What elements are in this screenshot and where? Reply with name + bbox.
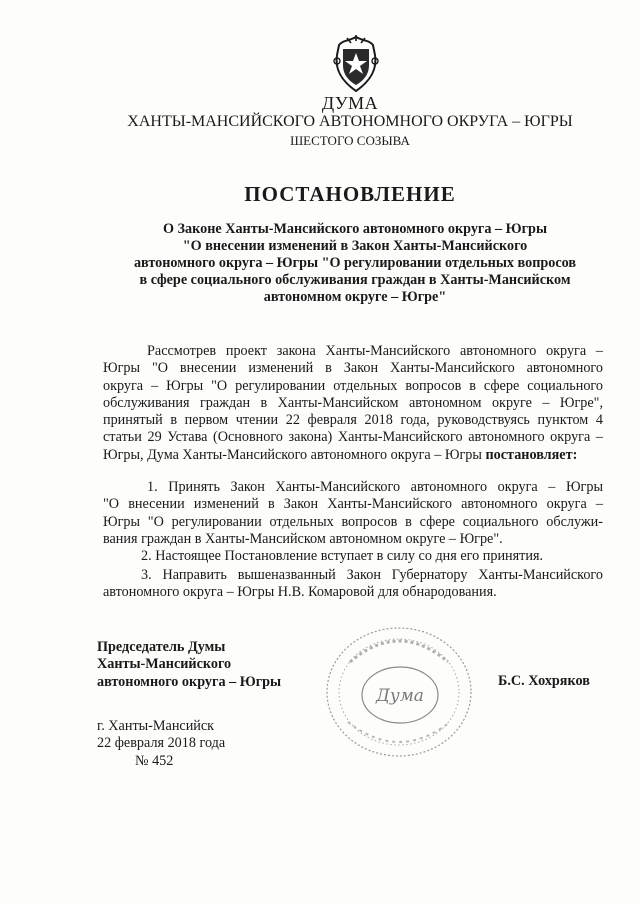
subject-line: "О внесении изменений в Закон Ханты-Мансийского bbox=[182, 238, 528, 254]
resolves-keyword: постановляет: bbox=[485, 446, 578, 463]
intro-line: округа – Югры "О регулировании отдельных вопросов в сфере социального bbox=[103, 377, 603, 394]
signatory-name: Б.С. Хохряков bbox=[498, 673, 590, 689]
place-date-block bbox=[97, 718, 225, 770]
subject-line: в сфере социального обслуживания граждан в Ханты-Мансийском bbox=[139, 272, 571, 288]
document-subject bbox=[110, 221, 600, 306]
subject-line: автономном округе – Югре" bbox=[263, 289, 447, 305]
convocation-label: ШЕСТОГО СОЗЫВА bbox=[290, 133, 410, 148]
item-2-paragraph bbox=[103, 548, 603, 565]
item-3-line: 3. Направить вышеназванный Закон Губернатору Ханты-Мансийского bbox=[141, 567, 603, 583]
coat-of-arms-icon bbox=[329, 35, 383, 93]
intro-line: статьи 29 Устава (Основного закона) Ханты-Мансийского автономного округа – bbox=[103, 429, 603, 446]
intro-paragraph bbox=[103, 343, 603, 464]
date: 22 февраля 2018 года bbox=[97, 735, 226, 752]
subject-line: автономного округа – Югры "О регулировании отдельных вопросов bbox=[133, 255, 577, 271]
item-1-line: Югры "О регулировании отдельных вопросов в сфере социального обслужи- bbox=[103, 513, 603, 530]
item-1-line: "О внесении изменений в Закон Ханты-Мансийского автономного округа – bbox=[103, 496, 603, 513]
intro-line: Рассмотрев проект закона Ханты-Мансийского автономного округа – bbox=[147, 343, 603, 359]
item-2-line: 2. Настоящее Постановление вступает в силу со дня его принятия. bbox=[141, 548, 544, 564]
intro-line: принятый в первом чтении 22 февраля 2018 года, руководствуясь пунктом 4 bbox=[103, 412, 603, 429]
stamp-text: Дума bbox=[376, 686, 424, 706]
region-name: ХАНТЫ-МАНСИЙСКОГО АВТОНОМНОГО ОКРУГА – ЮГРЫ bbox=[127, 113, 573, 130]
intro-line: обслуживания граждан в Ханты-Мансийском автономном округе – Югре", bbox=[103, 394, 603, 411]
signatory-title-line: Председатель Думы bbox=[97, 639, 226, 655]
official-stamp bbox=[320, 622, 478, 762]
subject-line: О Законе Ханты-Мансийского автономного округа – Югры bbox=[162, 221, 548, 237]
signatory-title-line: автономного округа – Югры bbox=[97, 673, 282, 690]
signatory-title bbox=[97, 639, 281, 691]
item-1-paragraph bbox=[103, 479, 603, 548]
signatory-title-line: Ханты-Мансийского bbox=[97, 656, 232, 673]
document-number: № 452 bbox=[135, 752, 174, 769]
item-1-line: вания граждан в Ханты-Мансийском автономном округе – Югре". bbox=[103, 530, 503, 547]
item-3-paragraph bbox=[103, 567, 603, 602]
item-1-line: 1. Принять Закон Ханты-Мансийского автономного округа – Югры bbox=[147, 479, 603, 495]
city: г. Ханты-Мансийск bbox=[97, 718, 215, 734]
intro-line: Югры, Дума Ханты-Мансийского автономного округа – Югры bbox=[103, 446, 482, 463]
intro-line: Югры "О внесении изменений в Закон Ханты-Мансийского автономного bbox=[103, 360, 603, 377]
organization-name: ДУМА bbox=[321, 93, 379, 113]
intro-line-final bbox=[103, 447, 603, 464]
item-3-line: автономного округа – Югры Н.В. Комаровой для обнародования. bbox=[103, 584, 497, 601]
document-type-title: ПОСТАНОВЛЕНИЕ bbox=[244, 182, 456, 206]
